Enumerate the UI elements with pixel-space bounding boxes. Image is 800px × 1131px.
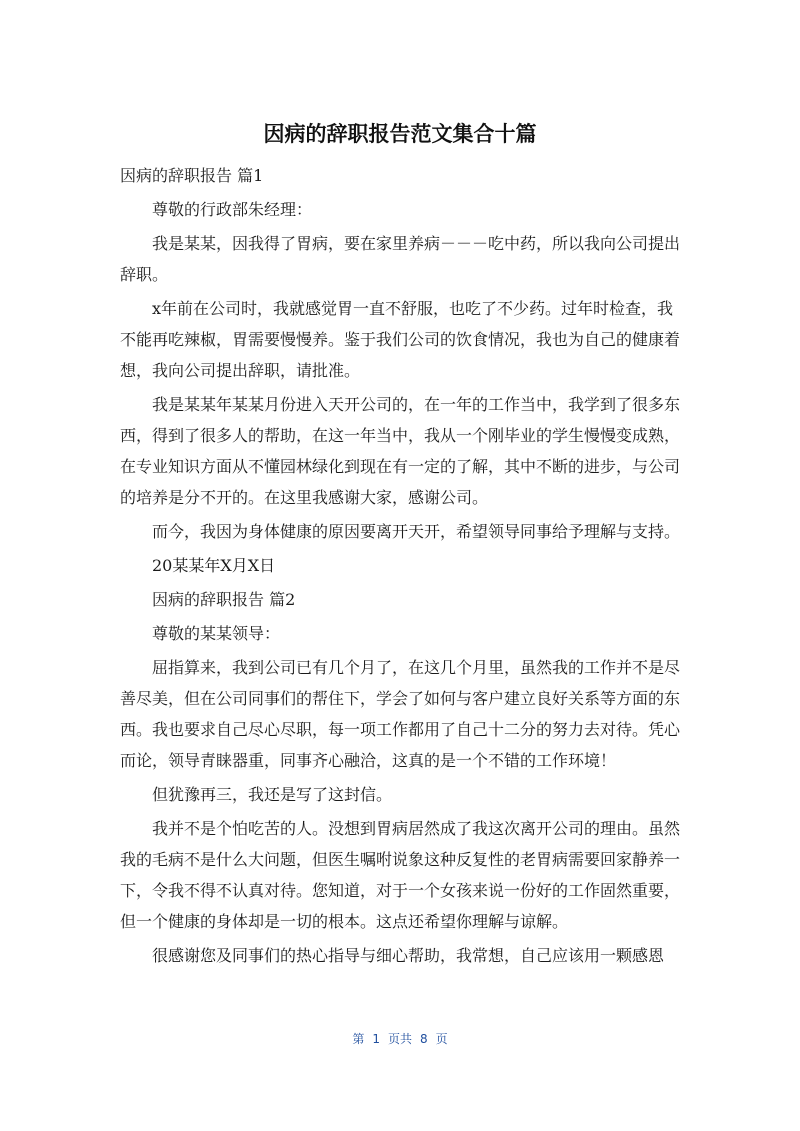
footer-label-of: 页共: [387, 1032, 412, 1046]
paragraph: x年前在公司时，我就感觉胃一直不舒服，也吃了不少药。过年时检查，我不能再吃辣椒，胃需要慢慢养。鉴于我们公司的饮食情况，我也为自己的健康着想，我向公司提出辞职，请批准。: [120, 299, 681, 380]
paragraph: 而今，我因为身体健康的原因要离开天开，希望领导同事给予理解与支持。: [152, 522, 681, 541]
document-body: [120, 160, 680, 971]
footer-current-page: 1: [372, 1032, 380, 1046]
paragraph: 屈指算来，我到公司已有几个月了，在这几个月里，虽然我的工作并不是尽善尽美，但在公司同事们的帮住下，学会了如何与客户建立良好关系等方面的东西。我也要求自己尽心尽职，每一项工作都用了自己十二分的努力去对待。凭心而论，领导青睐器重，同事齐心融洽，这真的是一个不错的工作环境！: [120, 658, 681, 770]
footer-label-page: 第: [352, 1032, 365, 1046]
paragraph: 我是某某年某某月份进入天开公司的，在一年的工作当中，我学到了很多东西，得到了很多人的帮助，在这一年当中，我从一个刚毕业的学生慢慢变成熟，在专业知识方面从不懂园林绿化到现在有一定的了解，其中不断的进步，与公司的培养是分不开的。在这里我感谢大家，感谢公司。: [120, 395, 681, 507]
paragraph: 我并不是个怕吃苦的人。没想到胃病居然成了我这次离开公司的理由。虽然我的毛病不是什么大问题，但医生嘱咐说象这种反复性的老胃病需要回家静养一下，令我不得不认真对待。您知道，对于一个女孩来说一份好的工作固然重要，但一个健康的身体却是一切的根本。这点还希望你理解与谅解。: [120, 819, 681, 931]
footer-label-end: 页: [435, 1032, 448, 1046]
section-heading-2: 因病的辞职报告 篇2: [152, 590, 296, 609]
date-line: 20某某年X月X日: [152, 556, 276, 575]
salutation-1: 尊敬的行政部朱经理：: [152, 200, 313, 219]
document-title: 因病的辞职报告范文集合十篇: [263, 122, 537, 146]
page-footer: [0, 1030, 800, 1047]
paragraph: 我是某某，因我得了胃病，要在家里养病－－－吃中药，所以我向公司提出辞职。: [120, 234, 681, 284]
section-heading-1: 因病的辞职报告 篇1: [120, 166, 264, 185]
salutation-2: 尊敬的某某领导：: [152, 624, 281, 643]
paragraph: 但犹豫再三，我还是写了这封信。: [152, 785, 393, 804]
paragraph: 很感谢您及同事们的热心指导与细心帮助，我常想，自己应该用一颗感恩: [152, 946, 665, 965]
footer-total-pages: 8: [420, 1032, 428, 1046]
